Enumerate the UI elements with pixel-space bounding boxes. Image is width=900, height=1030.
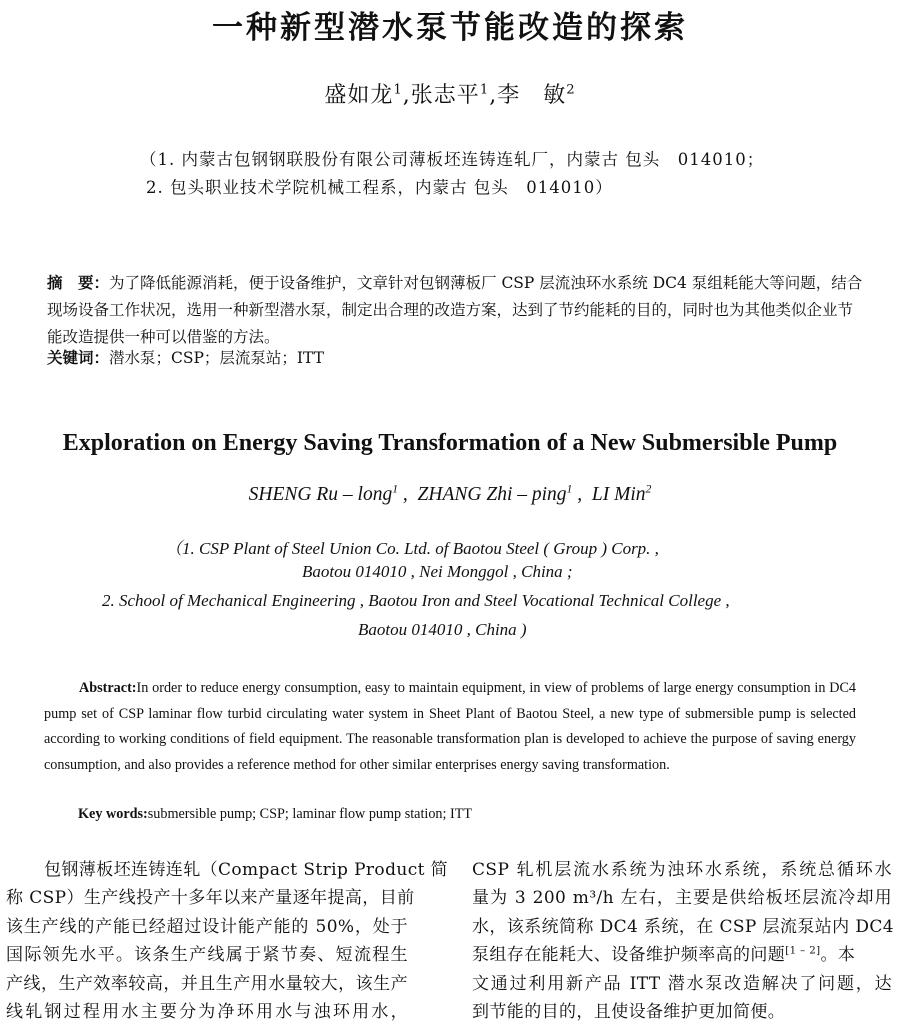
body-column-right bbox=[472, 856, 895, 1026]
en-affiliation-2: 2. School of Mechanical Engineering , Baotou Iron and Steel Vocational Technical College , bbox=[102, 591, 730, 610]
author-separator: , bbox=[402, 83, 411, 108]
body-line: CSP 轧机层流水系统为浊环水系统，系统总循环水 bbox=[472, 860, 892, 880]
en-affiliation-1: （1. CSP Plant of Steel Union Co. Ltd. of Baotou Steel ( Group ) Corp. , bbox=[165, 539, 659, 558]
body-line-with-citation bbox=[472, 941, 892, 969]
cn-author-3: 李 敏 bbox=[497, 83, 567, 108]
cn-keywords bbox=[47, 346, 324, 368]
cn-abstract bbox=[47, 270, 867, 351]
en-author-2-sup: 1 bbox=[566, 482, 573, 496]
body-line: 线轧钢过程用水主要分为净环用水与浊环用水， bbox=[6, 1002, 408, 1023]
cn-abstract-label: 摘 要： bbox=[47, 274, 110, 292]
cn-keywords-text: 潜水泵；CSP；层流泵站；ITT bbox=[109, 349, 325, 367]
en-author-3: LI Min bbox=[591, 484, 646, 505]
en-author-2: ZHANG Zhi – ping bbox=[417, 484, 567, 505]
en-abstract bbox=[44, 676, 856, 778]
body-line: 该生产线的产能已经超过设计能产能的 50%，处于 bbox=[6, 916, 408, 937]
cn-author-3-sup: 2 bbox=[566, 82, 576, 98]
cn-affiliation-1: （1. 内蒙古包钢钢联股份有限公司薄板坯连铸连轧厂，内蒙古 包头 014010； bbox=[140, 150, 765, 169]
en-affiliation-1-city: Baotou 014010 , Nei Monggol , China ; bbox=[302, 562, 573, 581]
cn-author-2-sup: 1 bbox=[479, 82, 490, 98]
en-keywords-label: Key words: bbox=[78, 806, 148, 822]
en-abstract-text: In order to reduce energy consumption, easy to maintain equipment, in view of problems of large energy consumption in DC4 pump set of CSP laminar flow turbid circulating water system in Sheet Plant of Baotou Steel, a new type of submersible pump is selected according to working conditions of field equipment. The reasonable transformation plan is developed to achieve the purpose of saving energy consumption, and also provides a reference method for other similar enterprises energy saving transformation. bbox=[44, 680, 856, 773]
cn-title: 一种新型潜水泵节能改造的探索 bbox=[212, 10, 688, 46]
body-line: 产线，生产效率较高，并且生产用水量较大，该生产 bbox=[6, 973, 408, 994]
body-line: 文通过利用新产品 ITT 潜水泵改造解决了问题，达 bbox=[472, 973, 892, 994]
citation: [1 – 2] bbox=[785, 945, 821, 957]
body-line: 称 CSP）生产线投产十多年以来产量逐年提高，目前 bbox=[6, 888, 415, 909]
en-author-1-sup: 1 bbox=[392, 482, 399, 496]
body-line: 水，该系统简称 DC4 系统，在 CSP 层流泵站内 DC4 bbox=[472, 916, 895, 937]
body-line-text: 泵组存在能耗大、设备维护频率高的问题 bbox=[472, 945, 786, 966]
body-line-tail: 。本 bbox=[820, 945, 856, 966]
en-authors: SHENG Ru – long$^1$ , ZHANG Zhi – ping$^1$ , LI Min$^2$ bbox=[248, 482, 652, 505]
en-author-3-sup: 2 bbox=[645, 482, 652, 496]
author-separator: , bbox=[489, 83, 498, 108]
cn-abstract-text: 为了降低能源消耗，便于设备维护，文章针对包钢薄板厂 CSP 层流浊环水系统 DC4 泵组耗能大等问题，结合现场设备工作状况，选用一种新型潜水泵，制定出合理的改造方案，达到了节约能耗的目的，同时也为其他类似企业节能改造提供一种可以借鉴的方法。 bbox=[47, 274, 863, 346]
cn-author-1-sup: 1 bbox=[393, 82, 403, 98]
body-line: 包钢薄板坯连铸连轧（Compact Strip Product 简 bbox=[44, 860, 449, 880]
en-keywords bbox=[78, 806, 472, 823]
body-line: 国际领先水平。该条生产线属于紧节奏、短流程生 bbox=[6, 945, 408, 966]
cn-author-2: 张志平 bbox=[410, 83, 480, 108]
cn-keywords-label: 关键词： bbox=[47, 349, 110, 367]
cn-affiliation-2: 2. 包头职业技术学院机械工程系，内蒙古 包头 014010） bbox=[146, 178, 613, 197]
en-author-1: SHENG Ru – long bbox=[248, 484, 393, 505]
en-keywords-text: submersible pump; CSP; laminar flow pump station; ITT bbox=[147, 806, 473, 822]
body-line: 量为 3 200 m³/h 左右，主要是供给板坯层流冷却用 bbox=[472, 888, 892, 909]
en-title: Exploration on Energy Saving Transformation of a New Submersible Pump bbox=[62, 430, 838, 456]
body-column-left bbox=[6, 856, 449, 1026]
cn-author-1: 盛如龙 bbox=[324, 83, 394, 108]
cn-authors bbox=[0, 78, 900, 109]
en-affiliation-2-city: Baotou 014010 , China ) bbox=[358, 620, 527, 639]
en-abstract-label: Abstract: bbox=[79, 680, 137, 696]
body-line: 到节能的目的，且使设备维护更加简便。 bbox=[472, 1002, 786, 1023]
